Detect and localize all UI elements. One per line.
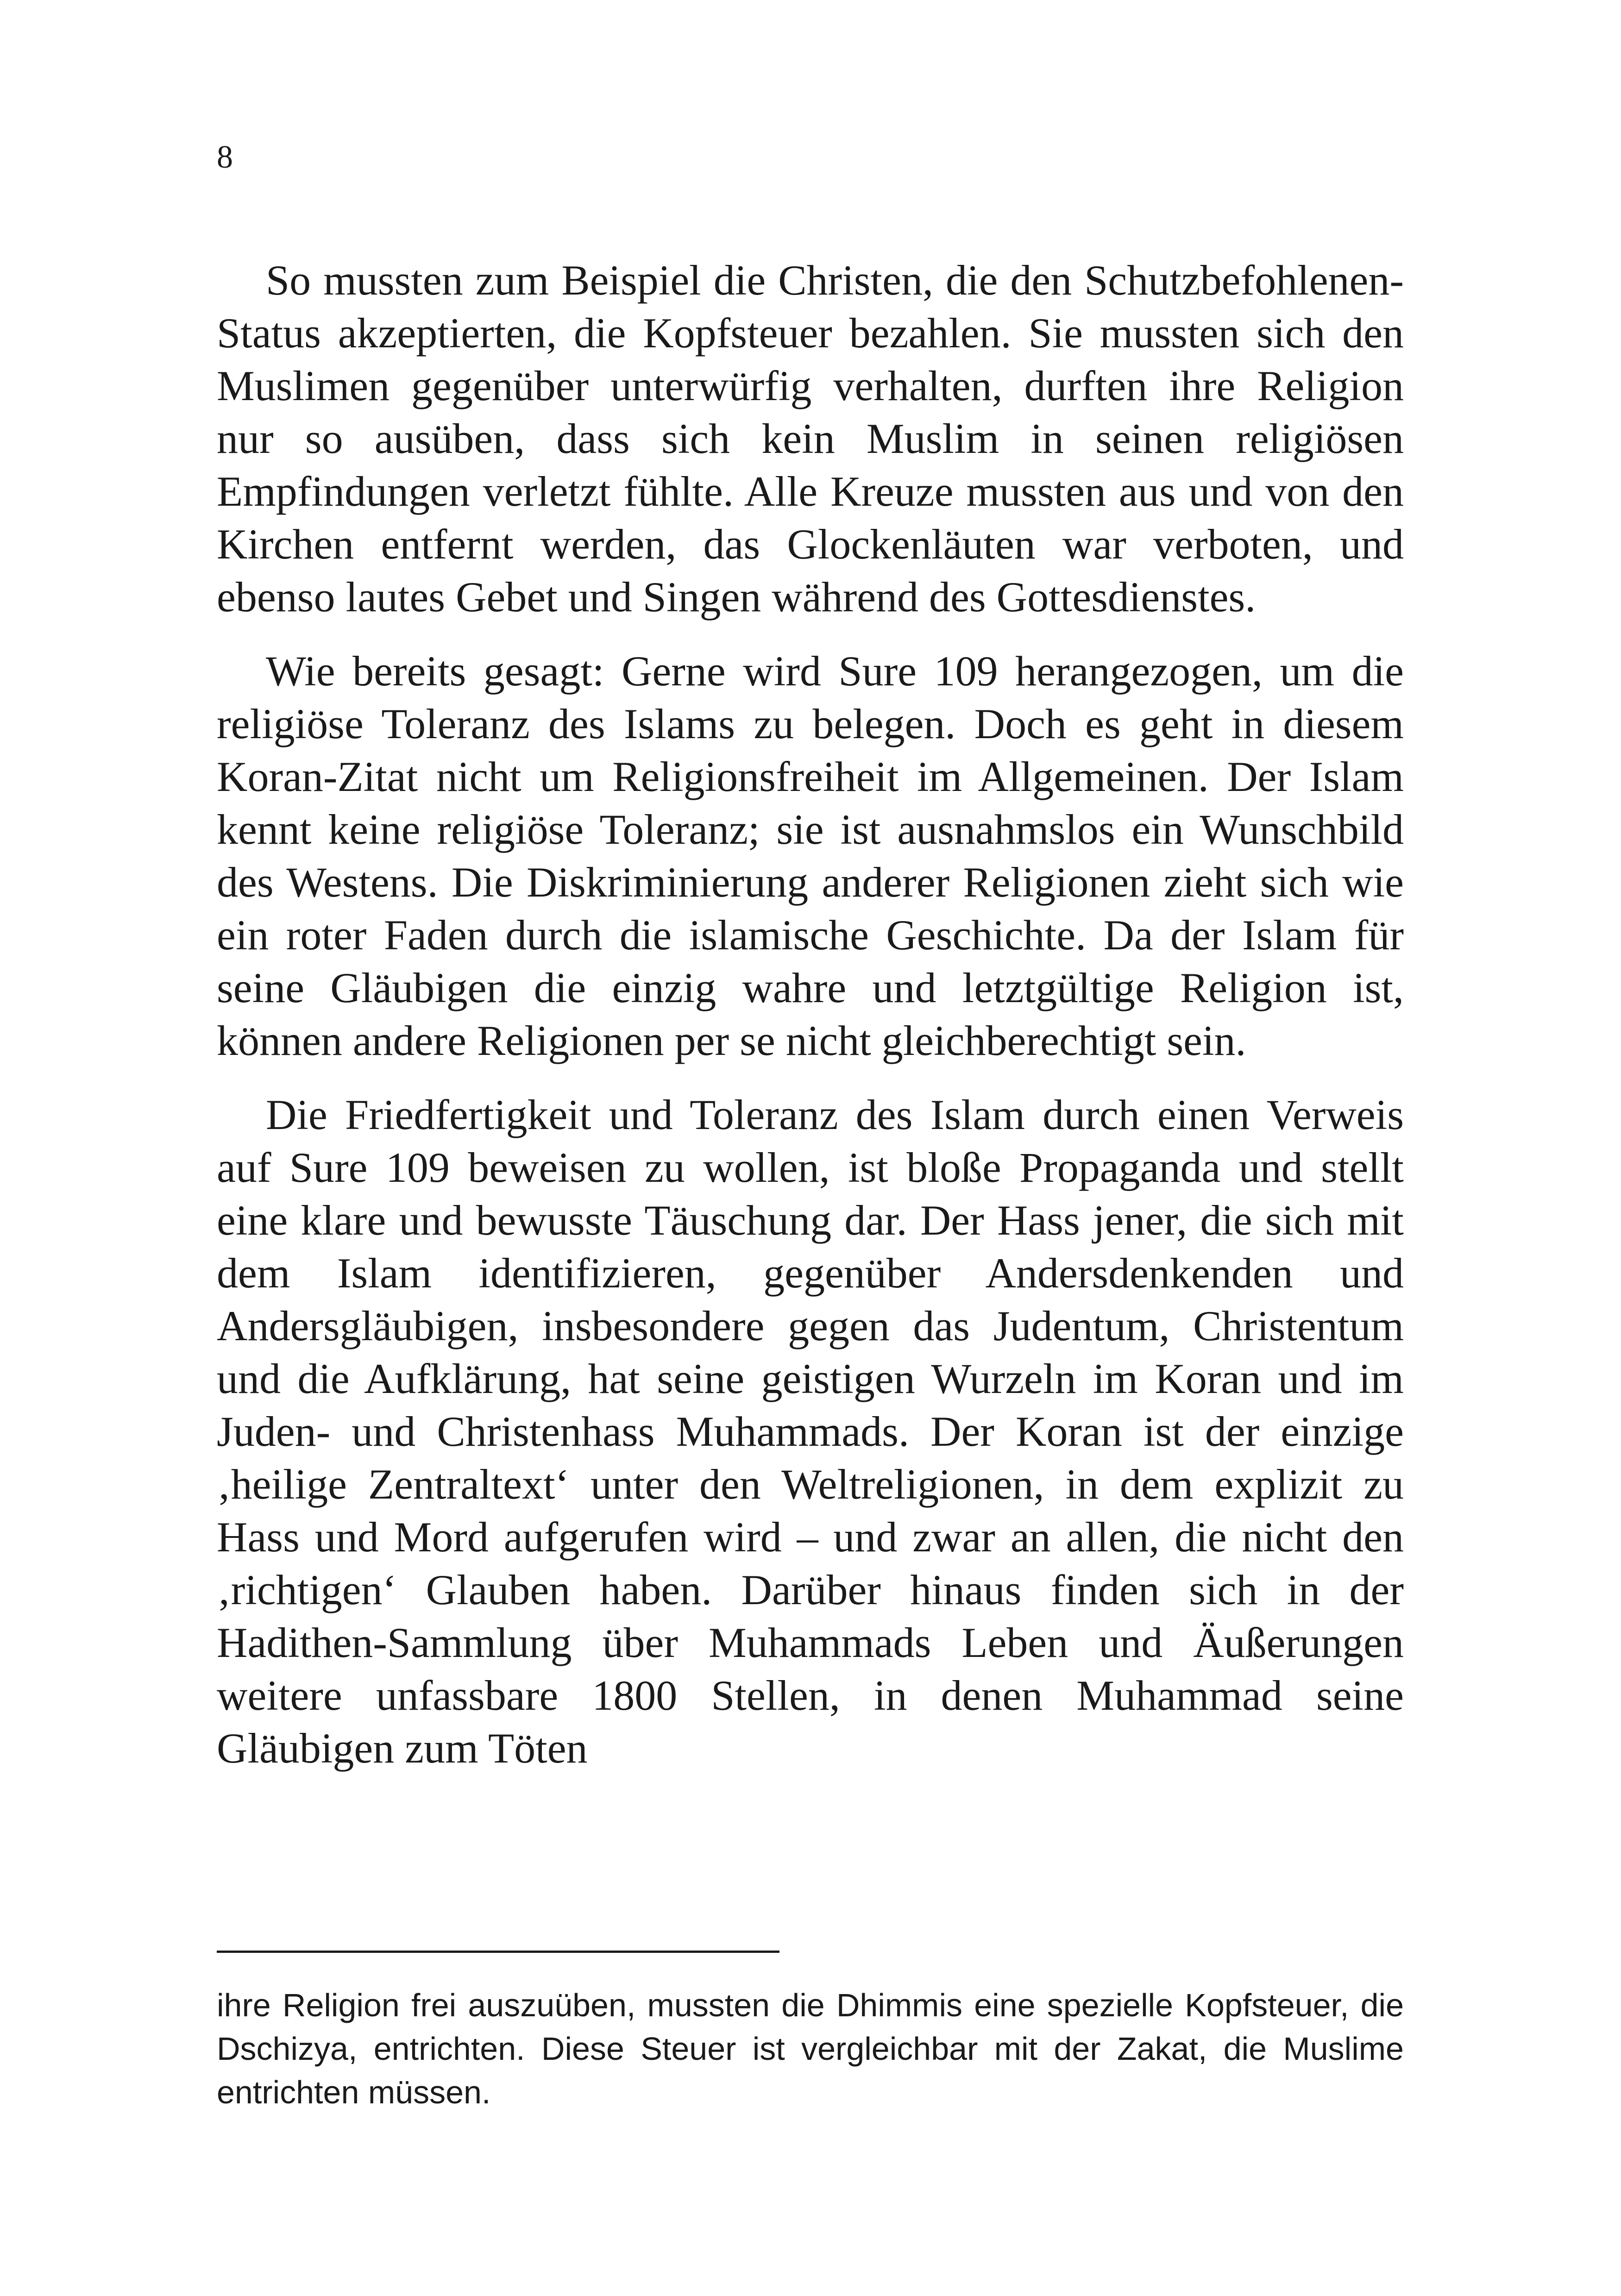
footnote-divider	[217, 1951, 779, 1953]
paragraph: So mussten zum Beispiel die Christen, die den Schutzbefohlenen-Status akzeptierten, die Kopfsteuer bezahlen. Sie mussten sich den Muslimen gegenüber unterwürfig verhalten, durften ihre Religion nur so ausüben, dass sich kein Muslim in seinen religiösen Empfindungen verletzt fühlte. Alle Kreuze mussten aus und von den Kirchen entfernt werden, das Glockenläuten war verboten, und ebenso lautes Gebet und Singen während des Gottesdienstes.	[217, 257, 1404, 621]
body-text	[217, 254, 1404, 1796]
footnote: ihre Religion frei auszuüben, mussten die Dhimmis eine spezielle Kopfsteuer, die Dschizya, entrichten. Diese Steuer ist vergleichbar mit der Zakat, die Muslime entrichten müssen.	[217, 1987, 1404, 2110]
page-number: 8	[217, 139, 233, 175]
paragraph: Wie bereits gesagt: Gerne wird Sure 109 herangezogen, um die religiöse Toleranz des Islams zu belegen. Doch es geht in diesem Koran-Zitat nicht um Religionsfreiheit im Allgemeinen. Der Islam kennt keine religiöse Toleranz; sie ist ausnahmslos ein Wunschbild des Westens. Die Diskriminierung anderer Religionen zieht sich wie ein roter Faden durch die islamische Geschichte. Da der Islam für seine Gläubigen die einzig wahre und letztgültige Religion ist, können andere Religionen per se nicht gleichberechtigt sein.	[217, 647, 1404, 1064]
paragraph: Die Friedfertigkeit und Toleranz des Islam durch einen Verweis auf Sure 109 beweisen zu wollen, ist bloße Propaganda und stellt eine klare und bewusste Täuschung dar. Der Hass jener, die sich mit dem Islam identifizieren, gegenüber Andersdenkenden und Andersgläubigen, insbesondere gegen das Judentum, Christentum und die Aufklärung, hat seine geistigen Wurzeln im Koran und im Juden- und Christenhass Muhammads. Der Koran ist der einzige ‚heilige Zentraltext‘ unter den Weltreligionen, in dem explizit zu Hass und Mord aufgerufen wird – und zwar an allen, die nicht den ‚richtigen‘ Glauben haben. Darüber hinaus finden sich in der Hadithen-Sammlung über Muhammads Leben und Äußerungen weitere unfassbare 1800 Stellen, in denen Muhammad seine Gläubigen zum Töten	[217, 1091, 1404, 1772]
